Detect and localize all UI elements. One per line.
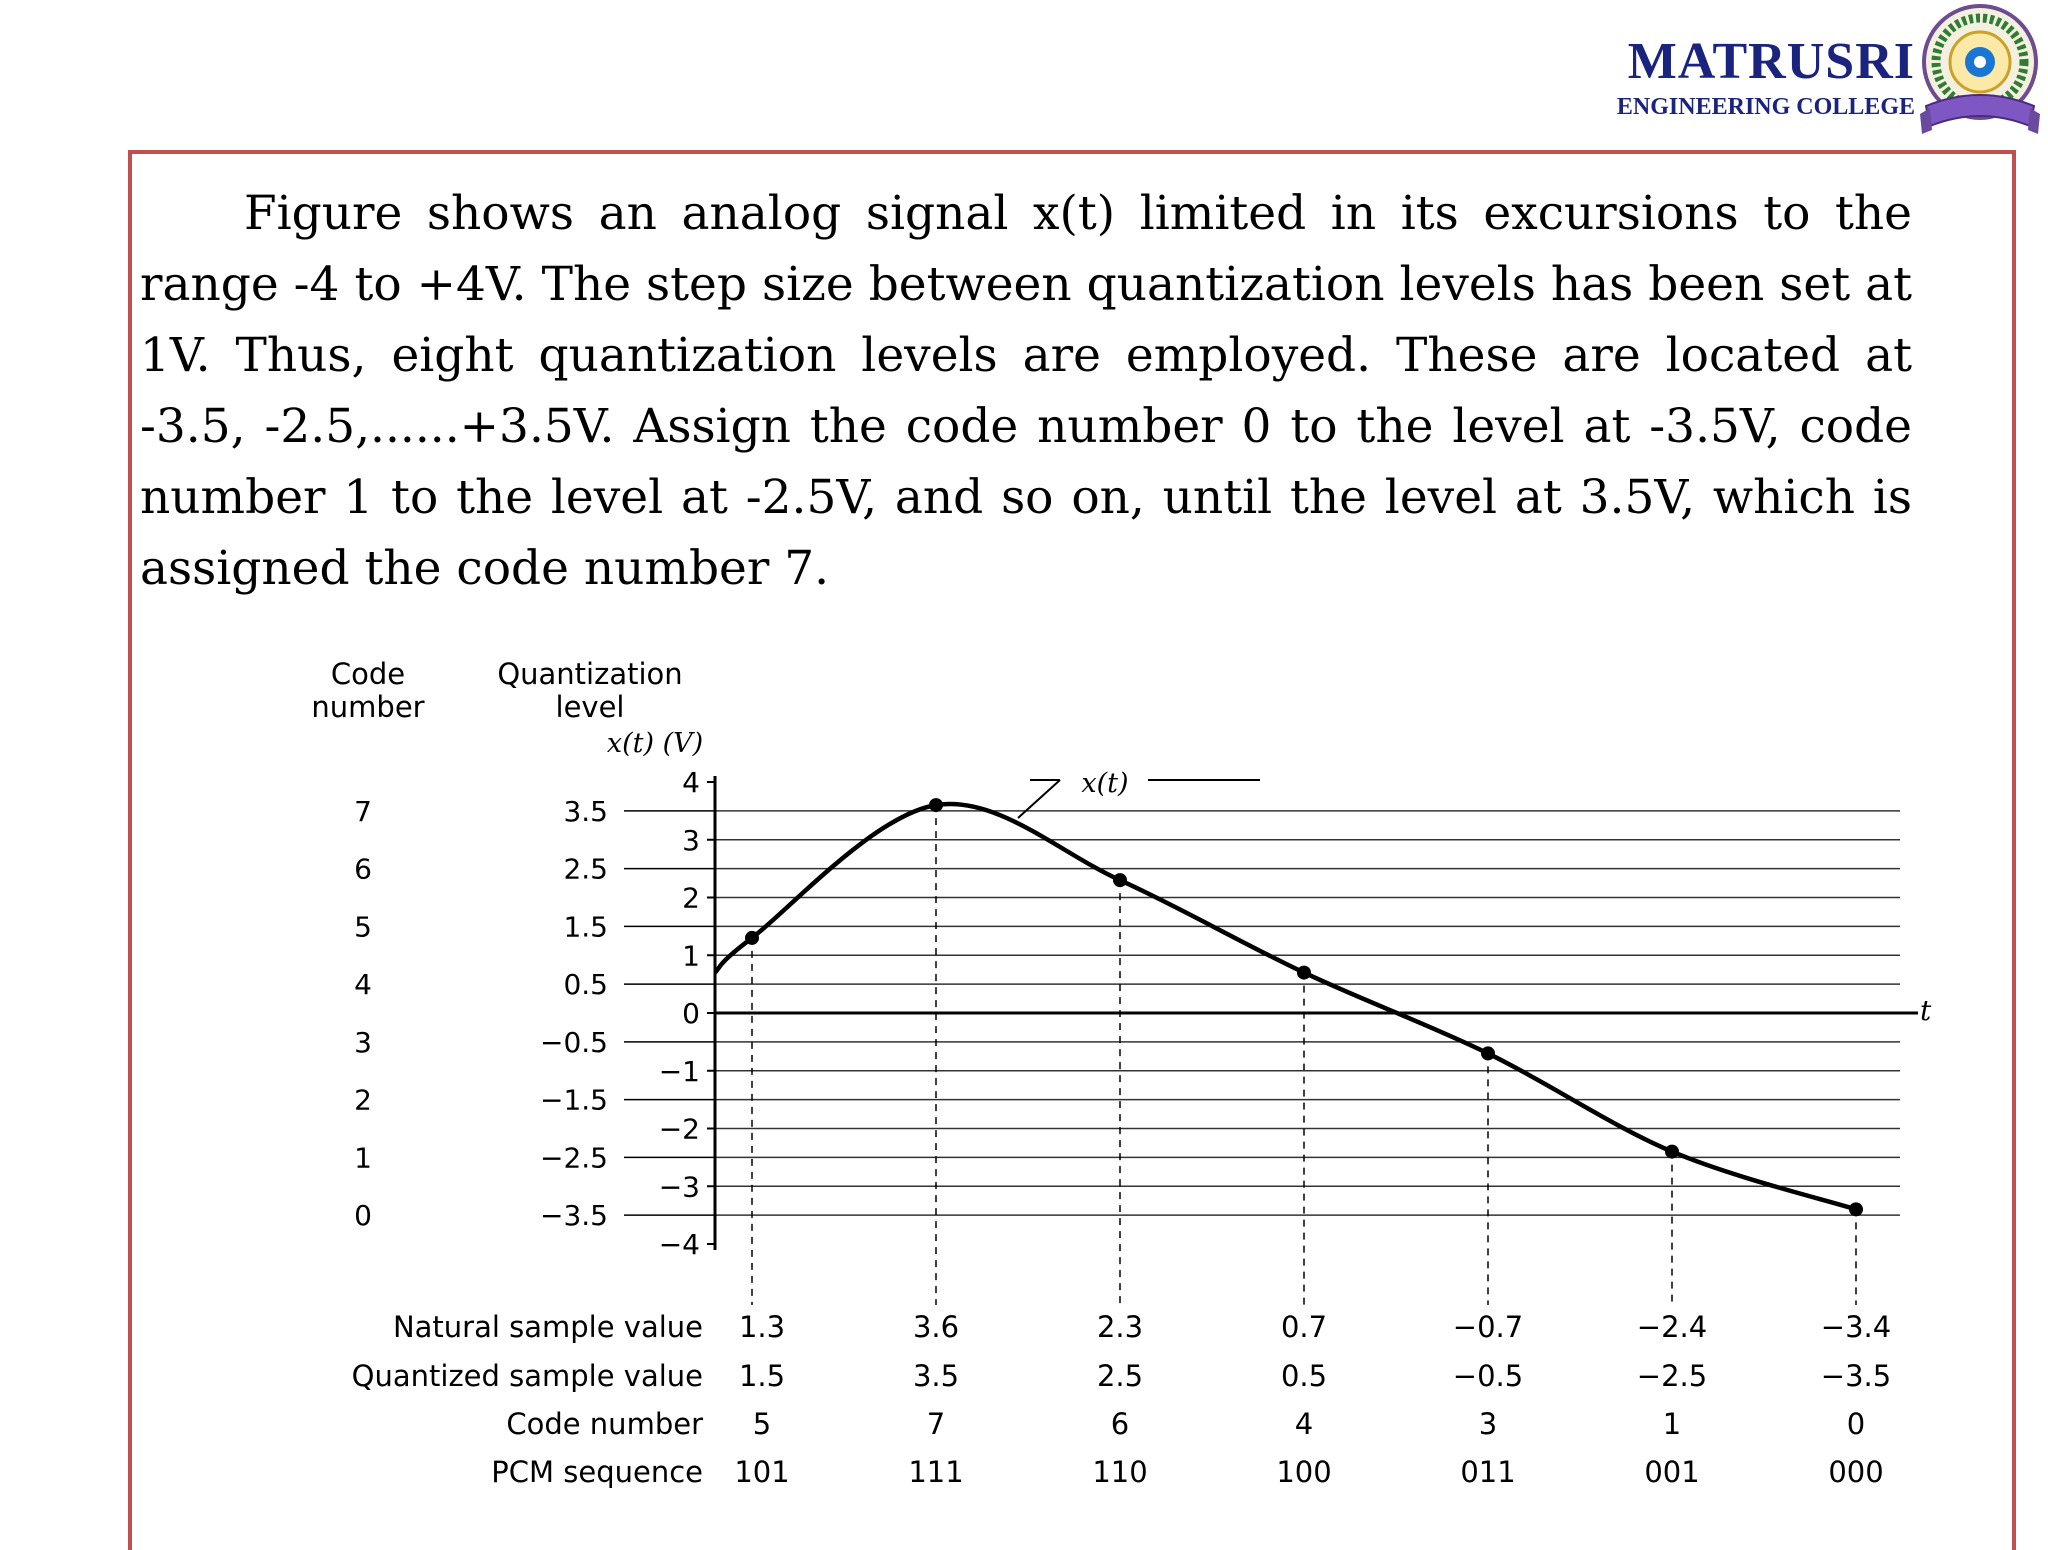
sample-point xyxy=(745,931,759,945)
code-number-header-1: Code xyxy=(330,657,406,691)
table-cell: 3.5 xyxy=(912,1359,960,1393)
table-cell: 011 xyxy=(1460,1455,1516,1489)
code-number-header-2: number xyxy=(311,690,425,724)
quantization-level-label: 2.5 xyxy=(563,852,608,886)
table-cell: 6 xyxy=(1110,1407,1130,1441)
table-cell: −0.7 xyxy=(1452,1310,1524,1344)
table-cell: −2.5 xyxy=(1636,1359,1708,1393)
quantization-level-label: −0.5 xyxy=(540,1025,608,1059)
pcm-quantization-figure xyxy=(260,640,1940,1510)
axis-tick-label: 3 xyxy=(682,823,700,857)
table-cell: 110 xyxy=(1092,1455,1148,1489)
table-cell: 5 xyxy=(752,1407,772,1441)
axis-tick-label: −1 xyxy=(658,1054,700,1088)
table-cell: 0 xyxy=(1846,1407,1866,1441)
table-cell: 3.6 xyxy=(912,1310,960,1344)
code-number-label: 3 xyxy=(354,1025,372,1059)
y-axis-label: x(t) (V) xyxy=(606,728,704,759)
quantization-level-label: −2.5 xyxy=(540,1141,608,1175)
quantization-level-label: 1.5 xyxy=(563,910,608,944)
table-cell: −3.5 xyxy=(1820,1359,1892,1393)
table-cell: 0.7 xyxy=(1280,1310,1328,1344)
axis-tick-label: −3 xyxy=(658,1170,700,1204)
table-cell: 111 xyxy=(908,1455,964,1489)
quantization-level-header-1: Quantization xyxy=(497,657,683,691)
axis-tick-label: 1 xyxy=(682,939,700,973)
problem-description: Figure shows an analog signal x(t) limited in its excursions to the range -4 to +4V. The step size between quantization levels has been set at 1V. Thus, eight quantization levels are employed. These are located at -3.5, -2.5,......+3.5V. Assign the code number 0 to the level at -3.5V, code number 1 to the level at -2.5V, and so on, until the level at 3.5V, which is assigned the code number 7. xyxy=(140,186,1912,596)
quantization-level-label: 0.5 xyxy=(563,968,608,1002)
table-cell: 001 xyxy=(1644,1455,1700,1489)
table-cell: 100 xyxy=(1276,1455,1332,1489)
sample-point xyxy=(1113,873,1127,887)
sample-point xyxy=(1665,1145,1679,1159)
x-t-curve xyxy=(715,804,1856,1209)
quantization-level-label: −3.5 xyxy=(540,1199,608,1233)
quantization-level-header-2: level xyxy=(555,690,625,724)
code-number-label: 7 xyxy=(354,794,372,828)
sample-point xyxy=(929,798,943,812)
axis-tick-label: 0 xyxy=(682,997,700,1030)
code-number-label: 0 xyxy=(354,1199,372,1233)
table-row-label: Natural sample value xyxy=(392,1310,703,1344)
college-seal-icon xyxy=(1918,2,2042,142)
table-cell: 0.5 xyxy=(1280,1359,1328,1393)
curve-label: x(t) xyxy=(1081,768,1129,799)
table-cell: 2.5 xyxy=(1096,1359,1144,1393)
sample-point xyxy=(1849,1202,1863,1216)
axis-tick-label: −4 xyxy=(658,1228,700,1261)
table-cell: 3 xyxy=(1478,1407,1498,1441)
table-cell: 000 xyxy=(1828,1455,1884,1489)
table-cell: 101 xyxy=(734,1455,790,1489)
code-number-label: 6 xyxy=(354,852,372,886)
table-cell: 1.5 xyxy=(738,1359,786,1393)
code-number-label: 2 xyxy=(354,1083,372,1117)
table-row-label: Code number xyxy=(506,1407,703,1441)
table-cell: 1.3 xyxy=(738,1310,786,1344)
table-cell: −2.4 xyxy=(1636,1310,1708,1344)
table-cell: 2.3 xyxy=(1096,1310,1144,1344)
table-cell: −0.5 xyxy=(1452,1359,1524,1393)
table-row-label: PCM sequence xyxy=(491,1455,703,1489)
sample-point xyxy=(1297,966,1311,980)
code-number-label: 5 xyxy=(354,910,372,944)
college-name: MATRUSRI xyxy=(1627,33,1915,90)
table-cell: 7 xyxy=(926,1407,946,1441)
table-cell: 4 xyxy=(1294,1407,1314,1441)
curve-label-pointer xyxy=(1018,780,1060,818)
t-axis-label: t xyxy=(1920,994,1932,1027)
axis-tick-label: 2 xyxy=(682,881,700,915)
quantization-level-label: −1.5 xyxy=(540,1083,608,1117)
table-row-label: Quantized sample value xyxy=(351,1359,703,1393)
code-number-label: 4 xyxy=(354,968,372,1002)
axis-tick-label: 4 xyxy=(682,766,700,799)
table-cell: −3.4 xyxy=(1820,1310,1892,1344)
table-cell: 1 xyxy=(1662,1407,1682,1441)
college-logo xyxy=(1588,0,2048,145)
code-number-label: 1 xyxy=(354,1141,372,1175)
sample-point xyxy=(1481,1046,1495,1060)
axis-tick-label: −2 xyxy=(658,1112,700,1146)
college-subtitle: ENGINEERING COLLEGE xyxy=(1616,94,1915,120)
quantization-level-label: 3.5 xyxy=(563,794,608,828)
